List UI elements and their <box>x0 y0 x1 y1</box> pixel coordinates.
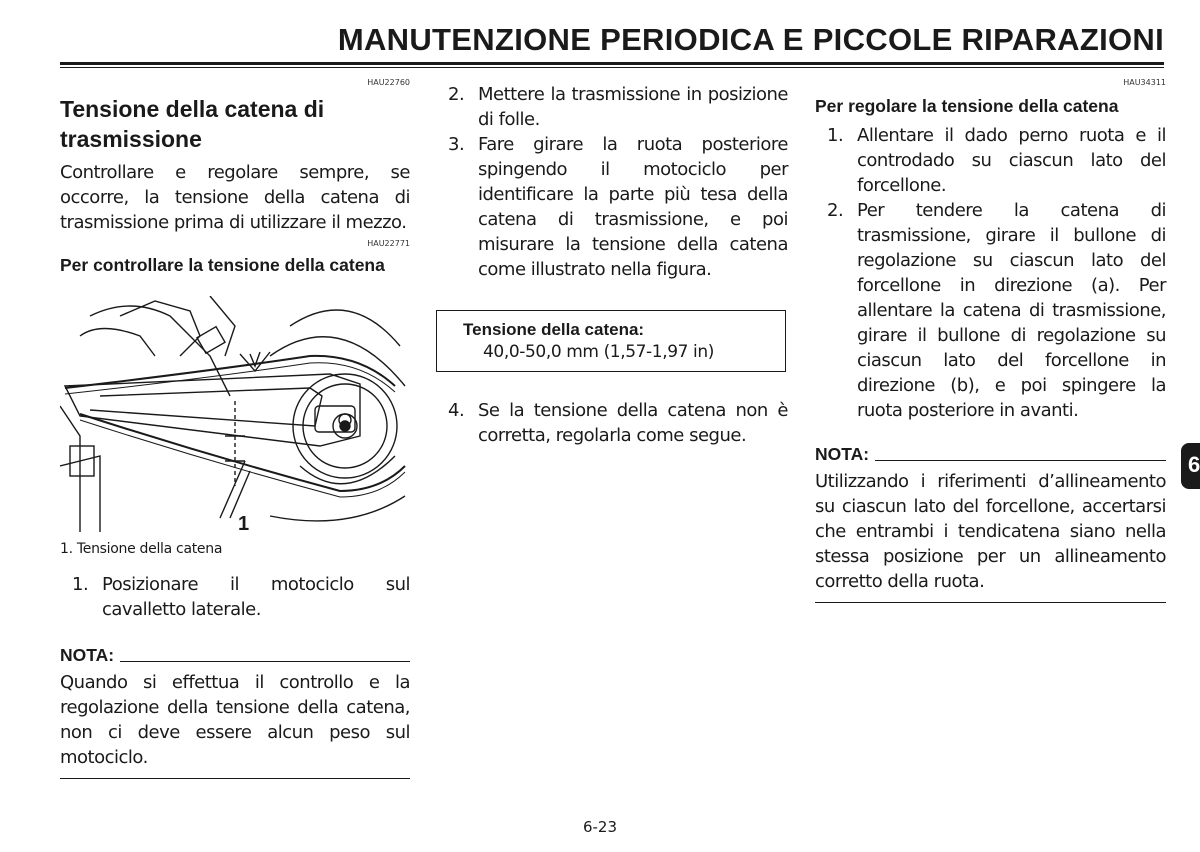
figure-caption: 1. Tensione della catena <box>60 541 223 557</box>
reference-code: HAU22760 <box>367 78 410 87</box>
list-item <box>436 82 788 132</box>
spec-value: 40,0-50,0 mm (1,57-1,97 in) <box>483 342 714 362</box>
page-title: MANUTENZIONE PERIODICA E PICCOLE RIPARAZIONI <box>337 22 1164 57</box>
list-item <box>60 572 410 622</box>
step-number: 2. <box>827 200 844 221</box>
note-rule <box>875 460 1166 461</box>
note-label: NOTA: <box>60 645 115 665</box>
chapter-tab <box>1181 443 1200 489</box>
middle-column <box>436 82 788 448</box>
step-number: 2. <box>448 84 465 105</box>
list-item <box>815 198 1166 423</box>
step-text: Fare girare la ruota posteriore spingendo il motociclo per identificare la parte più tesa della catena di trasmissione, e poi misurare la tensione della catena come illustrato nella figura. <box>478 134 788 280</box>
step-text: Posizionare il motociclo sul cavalletto laterale. <box>102 574 410 620</box>
chain-tension-figure <box>60 296 410 532</box>
figure-label: 1 <box>238 513 250 532</box>
reference-code: HAU34311 <box>1123 78 1166 87</box>
list-item <box>436 132 788 282</box>
subsection-title: Per controllare la tensione della catena <box>60 255 385 275</box>
spec-label: Tensione della catena: <box>463 320 645 339</box>
right-column <box>815 78 1166 603</box>
page-number: 6-23 <box>582 818 618 836</box>
list-item <box>815 123 1166 198</box>
step-number: 1. <box>827 125 844 146</box>
section-title: Tensione della catena di trasmissione <box>60 96 325 152</box>
note-label: NOTA: <box>815 444 870 464</box>
header-rule <box>60 62 1164 65</box>
note-text: Utilizzando i riferimenti d’allineamento su ciascun lato del forcellone, accertarsi che entrambi i tendicatena siano nella stessa posizione per un allineamento corretto della ruota. <box>815 471 1166 592</box>
step-text: Per tendere la catena di trasmissione, girare il bullone di regolazione su ciascun lato del forcellone in direzione (a). Per allentare la catena di trasmissione, girare il bullone di regolazione su ciascun lato del forcellone in direzione (b), e poi spingere la ruota posteriore in avanti. <box>857 200 1166 421</box>
step-number: 1. <box>72 574 89 595</box>
header-rule-thin <box>60 67 1164 68</box>
spec-box <box>436 310 786 372</box>
note-text: Quando si effettua il controllo e la regolazione della tensione della catena, non ci deve essere alcun peso sul motociclo. <box>60 672 410 768</box>
step-text: Se la tensione della catena non è corretta, regolarla come segue. <box>478 400 788 446</box>
left-column <box>60 78 410 779</box>
subsection-title: Per regolare la tensione della catena <box>815 96 1119 116</box>
note-heading <box>815 443 1166 465</box>
step-text: Allentare il dado perno ruota e il controdado su ciascun lato del forcellone. <box>857 125 1166 196</box>
list-item <box>436 398 788 448</box>
step-number: 3. <box>448 134 465 155</box>
chapter-tab-number: 6 <box>1188 452 1200 477</box>
reference-code: HAU22771 <box>367 239 410 248</box>
note-end-rule <box>60 778 410 779</box>
step-number: 4. <box>448 400 465 421</box>
chain-illustration <box>60 296 410 532</box>
step-text: Mettere la trasmissione in posizione di folle. <box>478 84 788 130</box>
note-rule <box>120 661 410 662</box>
note-heading <box>60 644 410 666</box>
note-end-rule <box>815 602 1166 603</box>
intro-paragraph: Controllare e regolare sempre, se occorre, la tensione della catena di trasmissione prima di utilizzare il mezzo. <box>60 162 410 233</box>
